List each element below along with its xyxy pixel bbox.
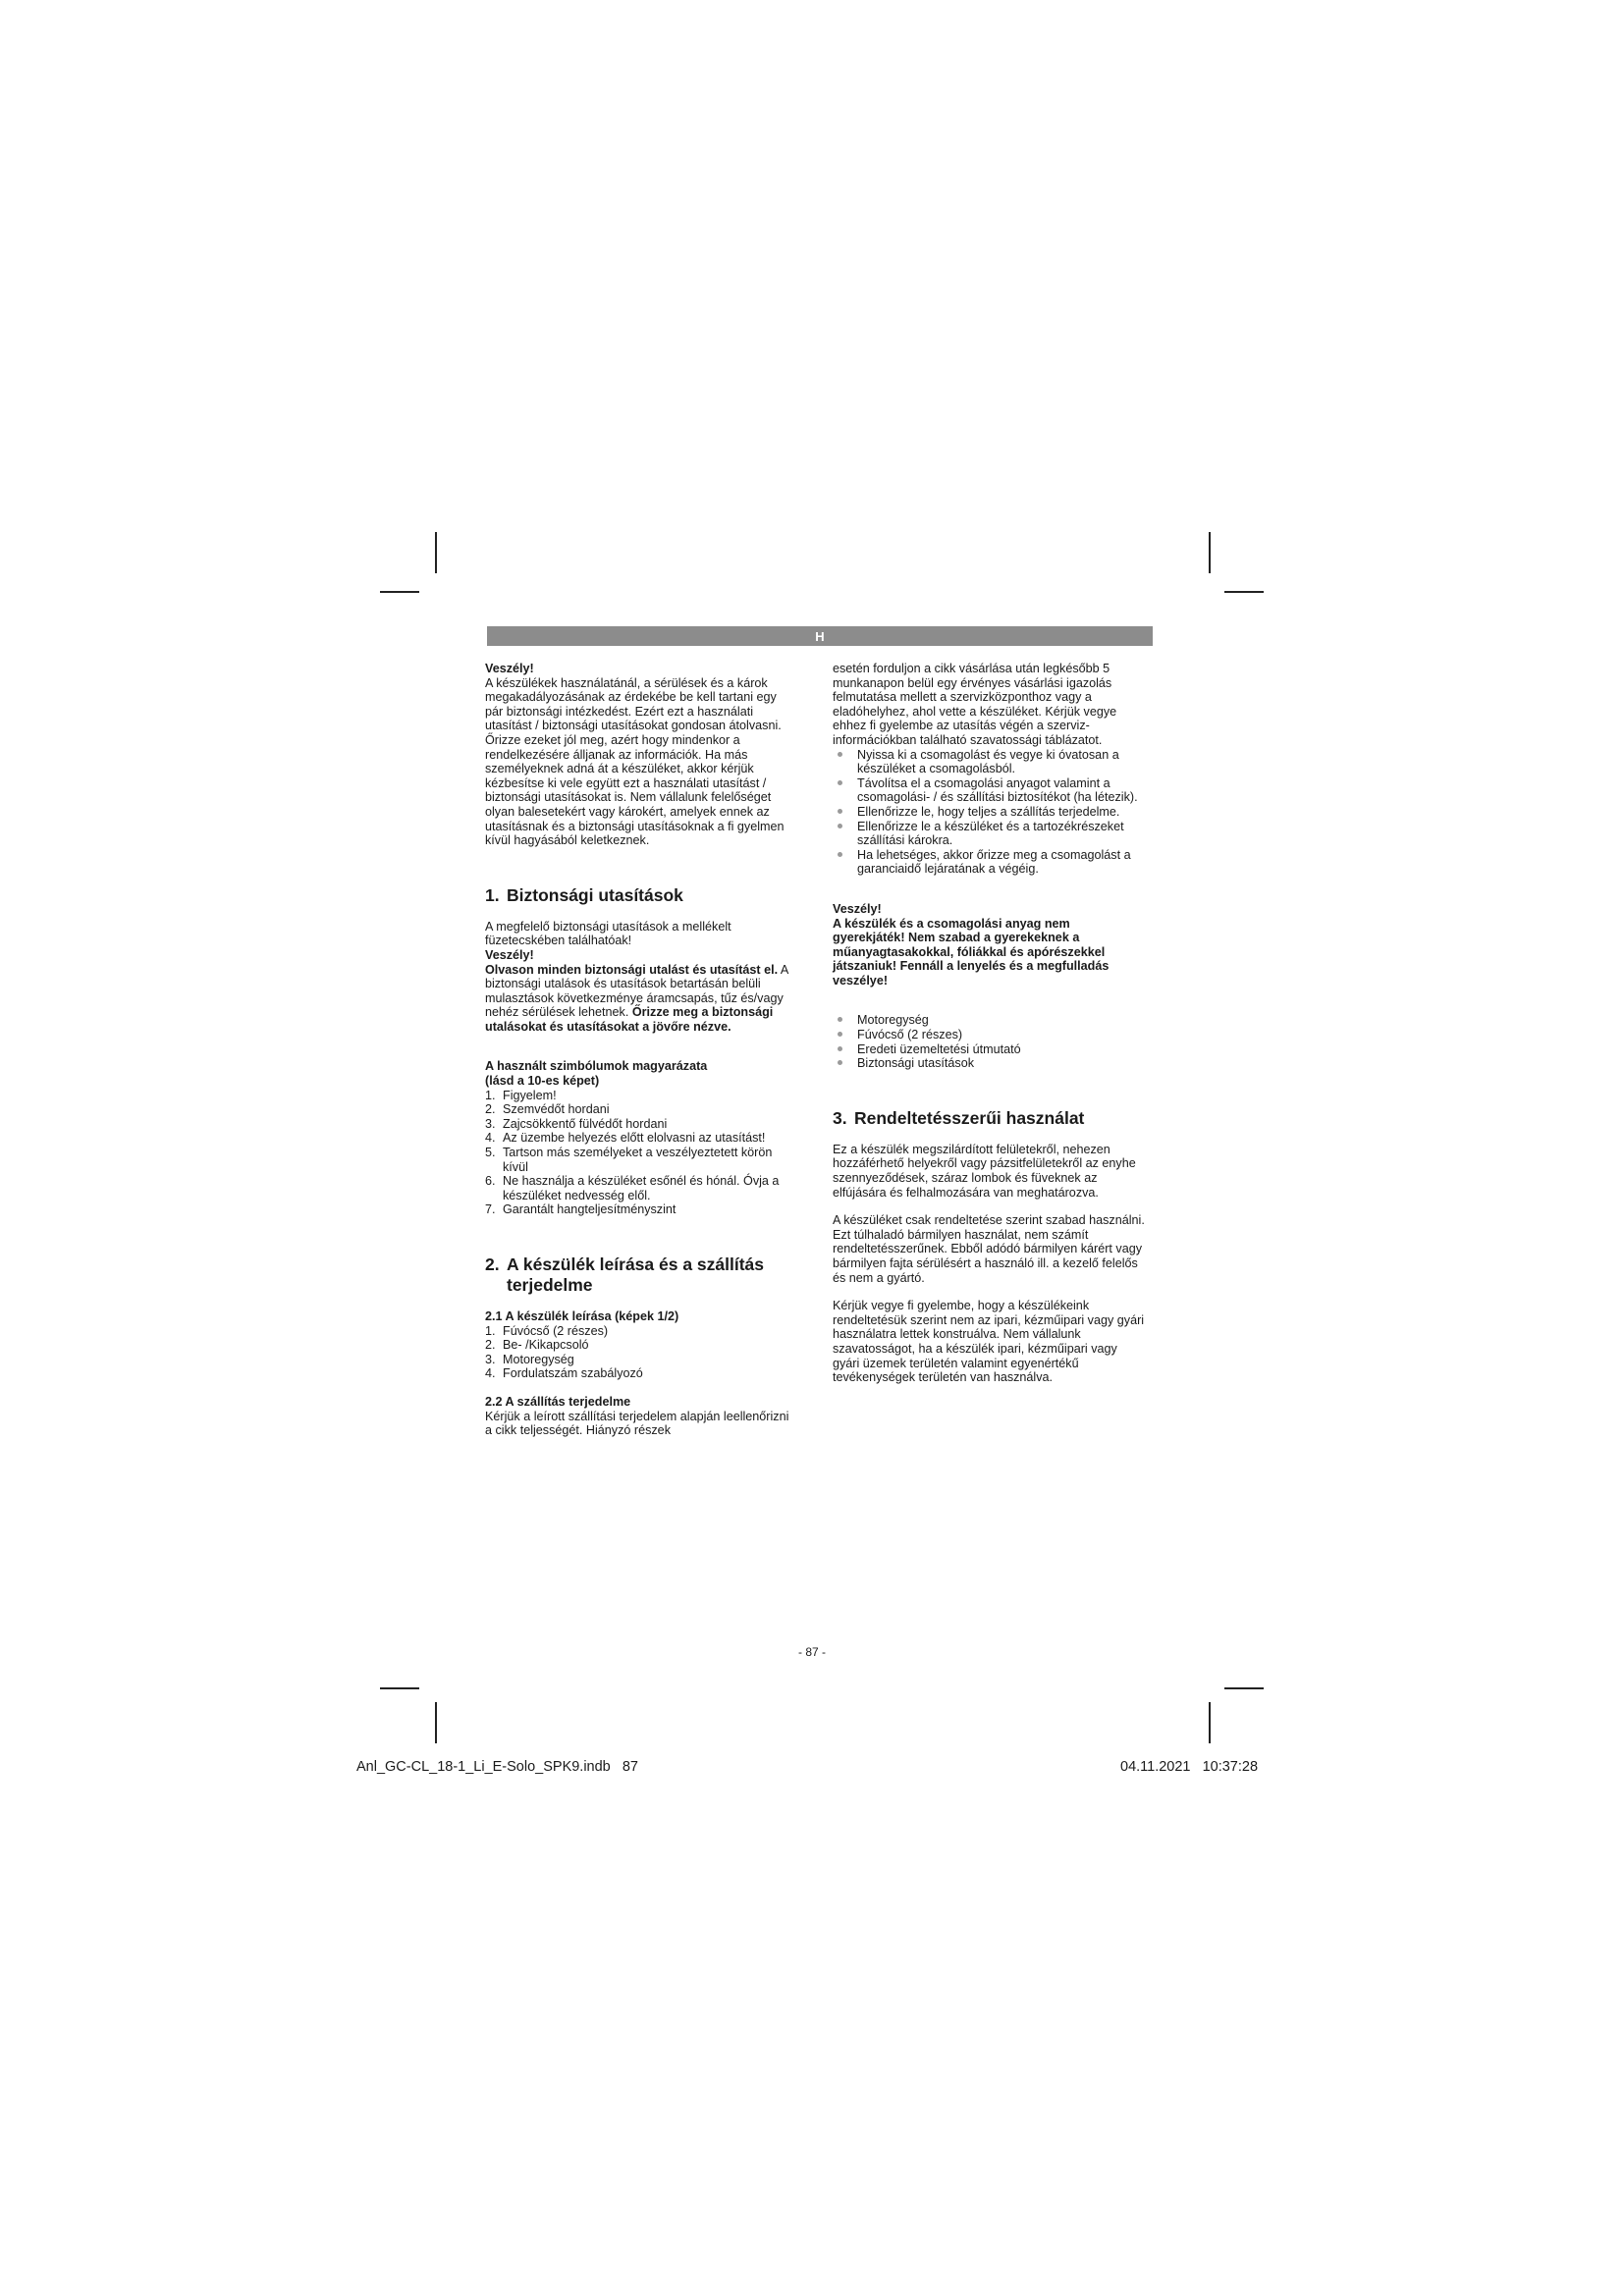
- bullet-icon: [838, 1046, 842, 1051]
- unpacking-steps-list: [833, 748, 1145, 877]
- bullet-icon: [838, 752, 842, 757]
- bullet-icon: [838, 1032, 842, 1037]
- subsection-2-2-title: 2.2 A szállítás terjedelme: [485, 1394, 631, 1409]
- warning-2-text: A készülék és a csomagolási anyag nem gyerekjáték! Nem szabad a gyerekeknek a műanyagtasakokkal, fóliákkal és apórészekkel játszaniuk! Fennáll a lenyelés és a megfulladás veszélye!: [833, 916, 1110, 988]
- section-title: Rendeltetésszerűi használat: [854, 1107, 1085, 1128]
- list-item: 1. Fúvócső (2 részes): [485, 1323, 609, 1338]
- page-number: - 87 -: [797, 1645, 826, 1659]
- list-item: 4. Az üzembe helyezés előtt elolvasni az utasítást!: [485, 1131, 766, 1146]
- bullet-icon: [838, 780, 842, 785]
- list-item: Ellenőrizze le a készüléket és a tartozékrészeket szállítási károkra.: [833, 820, 1145, 848]
- symbols-list: [485, 1089, 797, 1217]
- section-title-line-2: terjedelme: [507, 1275, 593, 1295]
- section-title: Biztonsági utasítások: [507, 884, 683, 905]
- section-1-heading: [485, 885, 797, 906]
- symbols-heading: A használt szimbólumok magyarázata: [485, 1059, 708, 1074]
- delivery-contents-list: [833, 1013, 1145, 1070]
- section-3-heading: [833, 1108, 1145, 1129]
- list-item: 3. Zajcsökkentő fülvédőt hordani: [485, 1116, 668, 1131]
- parts-list: [485, 1324, 797, 1381]
- crop-mark-br-horizontal: [1224, 1687, 1264, 1689]
- warning-text: A készülékek használatánál, a sérülések és a károk megakadályozásának az érdekébe be kell tartani egy pár biztonsági intézkedést. Ezért ezt a használati utasítást / biztonsági utasításokat gondosan átolvasni. Őrizze ezeket jól meg, azért hogy mindenkor a rendelkezésére álljanak az információk. Ha más személyeknek adná át a készüléket, akkor kérjük kézbesítse ki vele együtt ezt a használati utasítást / biztonsági utasításokat is. Nem vállalunk felelőséget olyan balesetekért vagy károkért, amelyek ennek az utasításnak és a biztonsági utasításoknak a fi gyelmen kívül hagyásából keletkeznek.: [485, 675, 785, 848]
- language-code: H: [815, 629, 825, 644]
- left-column: [485, 662, 797, 1438]
- list-item: Fúvócső (2 részes): [833, 1028, 1145, 1042]
- right-column: [833, 662, 1145, 1385]
- symbols-subheading: (lásd a 10-es képet): [485, 1074, 600, 1089]
- section-number: 3.: [833, 1107, 847, 1128]
- list-item: Eredeti üzemeltetési útmutató: [833, 1042, 1145, 1057]
- crop-mark-bl-horizontal: [380, 1687, 419, 1689]
- warning-bold-2: Őrizze meg a biztonsági utalásokat és utasításokat a jövőre nézve.: [485, 1005, 774, 1034]
- list-item: 1. Figyelem!: [485, 1088, 557, 1102]
- bullet-icon: [838, 1017, 842, 1022]
- section-1-warning-text: [485, 963, 797, 1035]
- section-3-paragraph-1: Ez a készülék megszilárdított felületekről, nehezen hozzáférhető helyekről vagy pázsitfelületekről az enyhe szennyeződések, száraz lombok és füveknek az elfújására és felhalmozására van meghatározva.: [833, 1142, 1136, 1200]
- list-item: Távolítsa el a csomagolási anyagot valamint a csomagolási- / és szállítási biztosítékot (ha létezik).: [833, 776, 1145, 805]
- continuation-text: esetén forduljon a cikk vásárlása után legkésőbb 5 munkanapon belül egy érvényes vásárlási igazolás felmutatása mellett a szervizközponthoz vagy a eladóhelyhez, ahol vette a készüléket. Kérjük vegye ehhez fi gyelembe az utasítás végén a szerviz-információkban található szavatossági táblázatot.: [833, 662, 1117, 747]
- list-item: 6. Ne használja a készüléket esőnél és hónál. Óvja a készüléket nedvesség elől.: [485, 1174, 780, 1202]
- list-item: 2. Be- /Kikapcsoló: [485, 1338, 589, 1353]
- bullet-icon: [838, 852, 842, 857]
- crop-mark-br-vertical: [1209, 1702, 1211, 1743]
- list-item: 4. Fordulatszám szabályozó: [485, 1366, 643, 1381]
- section-1-warning-title: Veszély!: [485, 947, 534, 962]
- list-item: 2. Szemvédőt hordani: [485, 1102, 610, 1117]
- section-number: 2.: [485, 1255, 500, 1274]
- section-1-intro: A megfelelő biztonsági utasítások a mellékelt füzetecskében találhatóak!: [485, 919, 731, 948]
- list-item: Nyissa ki a csomagolást és vegye ki óvatosan a készüléket a csomagolásból.: [833, 748, 1145, 776]
- section-3-paragraph-2: A készüléket csak rendeltetése szerint szabad használni. Ezt túlhaladó bármilyen használat, nem számít rendeltetésszerűnek. Ebből adódó bármilyen kárért vagy bármilyen fajta sérülésért a használó ill. a kezelő felelős és nem a gyártó.: [833, 1213, 1145, 1285]
- bullet-icon: [838, 809, 842, 814]
- list-item: Motoregység: [833, 1013, 1145, 1028]
- list-item: Biztonsági utasítások: [833, 1056, 1145, 1071]
- crop-mark-tr-vertical: [1209, 532, 1211, 573]
- section-3-paragraph-3: Kérjük vegye fi gyelembe, hogy a készülékeink rendeltetésük szerint nem az ipari, kézműipari vagy gyári használatra lettek konstruálva. Nem vállalunk szavatosságot, ha a készülék ipari, kézműipari vagy gyári üzemek területén valamint egyenértékű tevékenységek területén van használva.: [833, 1299, 1145, 1385]
- section-2-heading: [485, 1255, 797, 1296]
- subsection-2-2-text: Kérjük a leírott szállítási terjedelem alapján leellenőrizni a cikk teljességét. Hiányzó részek: [485, 1409, 789, 1438]
- footer-file-name: Anl_GC-CL_18-1_Li_E-Solo_SPK9.indb 87: [356, 1759, 638, 1775]
- list-item: 5. Tartson más személyeket a veszélyeztetett körön kívül: [485, 1146, 773, 1174]
- crop-mark-bl-vertical: [435, 1702, 437, 1743]
- warning-2-title: Veszély!: [833, 901, 882, 916]
- warning-title: Veszély!: [485, 662, 534, 675]
- subsection-2-1-title: 2.1 A készülék leírása (képek 1/2): [485, 1309, 679, 1323]
- warning-bold-1: Olvason minden biztonsági utalást és utasítást el.: [485, 962, 779, 977]
- list-item: 3. Motoregység: [485, 1352, 574, 1366]
- list-item: 7. Garantált hangteljesítményszint: [485, 1202, 677, 1217]
- footer-datetime: 04.11.2021 10:37:28: [1120, 1759, 1259, 1775]
- bullet-icon: [838, 1060, 842, 1065]
- language-header-bar: [487, 626, 1153, 646]
- crop-mark-tr-horizontal: [1224, 591, 1264, 593]
- crop-mark-tl-horizontal: [380, 591, 419, 593]
- crop-mark-tl-vertical: [435, 532, 437, 573]
- bullet-icon: [838, 824, 842, 828]
- list-item: Ellenőrizze le, hogy teljes a szállítás terjedelme.: [833, 805, 1145, 820]
- section-title: A készülék leírása és a szállítás: [507, 1255, 765, 1274]
- list-item: Ha lehetséges, akkor őrizze meg a csomagolást a garanciaidő lejáratának a végéig.: [833, 848, 1145, 877]
- section-number: 1.: [485, 884, 500, 905]
- warning-body: A biztonsági utalások és utasítások betartásán belüli mulasztások következménye áramcsapás, tűz és/vagy nehéz sérülések lehetnek.: [485, 962, 788, 1020]
